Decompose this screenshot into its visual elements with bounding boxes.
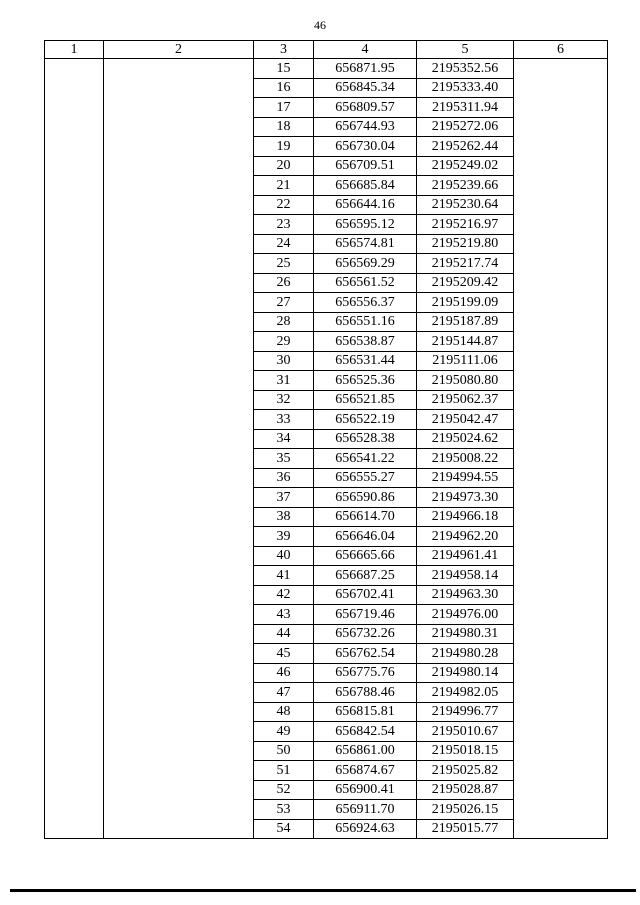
point-number-cell: 48 — [254, 702, 314, 722]
y-coordinate-cell: 2195230.64 — [417, 195, 514, 215]
point-number-cell: 26 — [254, 273, 314, 293]
point-number-cell: 50 — [254, 741, 314, 761]
y-coordinate-cell: 2195352.56 — [417, 59, 514, 79]
point-number-cell: 49 — [254, 722, 314, 742]
y-coordinate-cell: 2195010.67 — [417, 722, 514, 742]
y-coordinate-cell: 2195199.09 — [417, 293, 514, 313]
point-number-cell: 33 — [254, 410, 314, 430]
x-coordinate-cell: 656842.54 — [314, 722, 417, 742]
x-coordinate-cell: 656775.76 — [314, 663, 417, 683]
point-number-cell: 18 — [254, 117, 314, 137]
point-number-cell: 23 — [254, 215, 314, 235]
point-number-cell: 42 — [254, 585, 314, 605]
y-coordinate-cell: 2194980.14 — [417, 663, 514, 683]
x-coordinate-cell: 656561.52 — [314, 273, 417, 293]
y-coordinate-cell: 2194961.41 — [417, 546, 514, 566]
y-coordinate-cell: 2195216.97 — [417, 215, 514, 235]
point-number-cell: 16 — [254, 78, 314, 98]
y-coordinate-cell: 2195018.15 — [417, 741, 514, 761]
column-6-cell — [514, 59, 608, 839]
point-number-cell: 32 — [254, 390, 314, 410]
x-coordinate-cell: 656646.04 — [314, 527, 417, 547]
x-coordinate-cell: 656522.19 — [314, 410, 417, 430]
column-header-4: 4 — [314, 41, 417, 59]
y-coordinate-cell: 2195024.62 — [417, 429, 514, 449]
y-coordinate-cell: 2195187.89 — [417, 312, 514, 332]
y-coordinate-cell: 2194966.18 — [417, 507, 514, 527]
y-coordinate-cell: 2195239.66 — [417, 176, 514, 196]
x-coordinate-cell: 656874.67 — [314, 761, 417, 781]
x-coordinate-cell: 656702.41 — [314, 585, 417, 605]
point-number-cell: 40 — [254, 546, 314, 566]
page-number: 46 — [314, 18, 326, 32]
point-number-cell: 34 — [254, 429, 314, 449]
x-coordinate-cell: 656551.16 — [314, 312, 417, 332]
bottom-rule — [10, 889, 636, 892]
y-coordinate-cell: 2195062.37 — [417, 390, 514, 410]
x-coordinate-cell: 656556.37 — [314, 293, 417, 313]
y-coordinate-cell: 2195262.44 — [417, 137, 514, 157]
column-1-cell — [45, 59, 104, 839]
x-coordinate-cell: 656861.00 — [314, 741, 417, 761]
column-header-1: 1 — [45, 41, 104, 59]
point-number-cell: 39 — [254, 527, 314, 547]
header-row — [45, 41, 608, 59]
point-number-cell: 51 — [254, 761, 314, 781]
point-number-cell: 22 — [254, 195, 314, 215]
point-number-cell: 24 — [254, 234, 314, 254]
point-number-cell: 54 — [254, 819, 314, 839]
x-coordinate-cell: 656574.81 — [314, 234, 417, 254]
y-coordinate-cell: 2194994.55 — [417, 468, 514, 488]
y-coordinate-cell: 2195025.82 — [417, 761, 514, 781]
x-coordinate-cell: 656719.46 — [314, 605, 417, 625]
point-number-cell: 52 — [254, 780, 314, 800]
y-coordinate-cell: 2194962.20 — [417, 527, 514, 547]
y-coordinate-cell: 2195008.22 — [417, 449, 514, 469]
point-number-cell: 46 — [254, 663, 314, 683]
y-coordinate-cell: 2194976.00 — [417, 605, 514, 625]
y-coordinate-cell: 2194982.05 — [417, 683, 514, 703]
point-number-cell: 21 — [254, 176, 314, 196]
y-coordinate-cell: 2195144.87 — [417, 332, 514, 352]
x-coordinate-cell: 656809.57 — [314, 98, 417, 118]
y-coordinate-cell: 2195219.80 — [417, 234, 514, 254]
point-number-cell: 15 — [254, 59, 314, 79]
point-number-cell: 45 — [254, 644, 314, 664]
y-coordinate-cell: 2194963.30 — [417, 585, 514, 605]
point-number-cell: 29 — [254, 332, 314, 352]
x-coordinate-cell: 656900.41 — [314, 780, 417, 800]
point-number-cell: 30 — [254, 351, 314, 371]
y-coordinate-cell: 2195209.42 — [417, 273, 514, 293]
column-2-cell — [104, 59, 254, 839]
table-row — [45, 59, 608, 79]
x-coordinate-cell: 656528.38 — [314, 429, 417, 449]
x-coordinate-cell: 656732.26 — [314, 624, 417, 644]
x-coordinate-cell: 656538.87 — [314, 332, 417, 352]
y-coordinate-cell: 2195015.77 — [417, 819, 514, 839]
x-coordinate-cell: 656762.54 — [314, 644, 417, 664]
y-coordinate-cell: 2195042.47 — [417, 410, 514, 430]
x-coordinate-cell: 656521.85 — [314, 390, 417, 410]
coordinates-table — [44, 40, 608, 839]
point-number-cell: 19 — [254, 137, 314, 157]
point-number-cell: 20 — [254, 156, 314, 176]
y-coordinate-cell: 2195272.06 — [417, 117, 514, 137]
x-coordinate-cell: 656709.51 — [314, 156, 417, 176]
y-coordinate-cell: 2194980.28 — [417, 644, 514, 664]
y-coordinate-cell: 2195333.40 — [417, 78, 514, 98]
point-number-cell: 28 — [254, 312, 314, 332]
x-coordinate-cell: 656569.29 — [314, 254, 417, 274]
x-coordinate-cell: 656665.66 — [314, 546, 417, 566]
x-coordinate-cell: 656924.63 — [314, 819, 417, 839]
point-number-cell: 41 — [254, 566, 314, 586]
x-coordinate-cell: 656730.04 — [314, 137, 417, 157]
x-coordinate-cell: 656687.25 — [314, 566, 417, 586]
x-coordinate-cell: 656845.34 — [314, 78, 417, 98]
x-coordinate-cell: 656614.70 — [314, 507, 417, 527]
y-coordinate-cell: 2195111.06 — [417, 351, 514, 371]
point-number-cell: 44 — [254, 624, 314, 644]
y-coordinate-cell: 2194973.30 — [417, 488, 514, 508]
y-coordinate-cell: 2195217.74 — [417, 254, 514, 274]
x-coordinate-cell: 656644.16 — [314, 195, 417, 215]
x-coordinate-cell: 656525.36 — [314, 371, 417, 391]
column-header-6: 6 — [514, 41, 608, 59]
point-number-cell: 53 — [254, 800, 314, 820]
point-number-cell: 37 — [254, 488, 314, 508]
y-coordinate-cell: 2195028.87 — [417, 780, 514, 800]
y-coordinate-cell: 2195249.02 — [417, 156, 514, 176]
column-header-5: 5 — [417, 41, 514, 59]
x-coordinate-cell: 656595.12 — [314, 215, 417, 235]
x-coordinate-cell: 656911.70 — [314, 800, 417, 820]
x-coordinate-cell: 656788.46 — [314, 683, 417, 703]
point-number-cell: 35 — [254, 449, 314, 469]
point-number-cell: 36 — [254, 468, 314, 488]
table-body — [45, 59, 608, 839]
point-number-cell: 47 — [254, 683, 314, 703]
point-number-cell: 27 — [254, 293, 314, 313]
x-coordinate-cell: 656555.27 — [314, 468, 417, 488]
y-coordinate-cell: 2195080.80 — [417, 371, 514, 391]
y-coordinate-cell: 2195026.15 — [417, 800, 514, 820]
y-coordinate-cell: 2195311.94 — [417, 98, 514, 118]
point-number-cell: 17 — [254, 98, 314, 118]
x-coordinate-cell: 656541.22 — [314, 449, 417, 469]
y-coordinate-cell: 2194980.31 — [417, 624, 514, 644]
x-coordinate-cell: 656815.81 — [314, 702, 417, 722]
y-coordinate-cell: 2194958.14 — [417, 566, 514, 586]
column-header-3: 3 — [254, 41, 314, 59]
x-coordinate-cell: 656590.86 — [314, 488, 417, 508]
point-number-cell: 43 — [254, 605, 314, 625]
x-coordinate-cell: 656531.44 — [314, 351, 417, 371]
x-coordinate-cell: 656744.93 — [314, 117, 417, 137]
point-number-cell: 38 — [254, 507, 314, 527]
column-header-2: 2 — [104, 41, 254, 59]
x-coordinate-cell: 656871.95 — [314, 59, 417, 79]
x-coordinate-cell: 656685.84 — [314, 176, 417, 196]
y-coordinate-cell: 2194996.77 — [417, 702, 514, 722]
point-number-cell: 31 — [254, 371, 314, 391]
point-number-cell: 25 — [254, 254, 314, 274]
